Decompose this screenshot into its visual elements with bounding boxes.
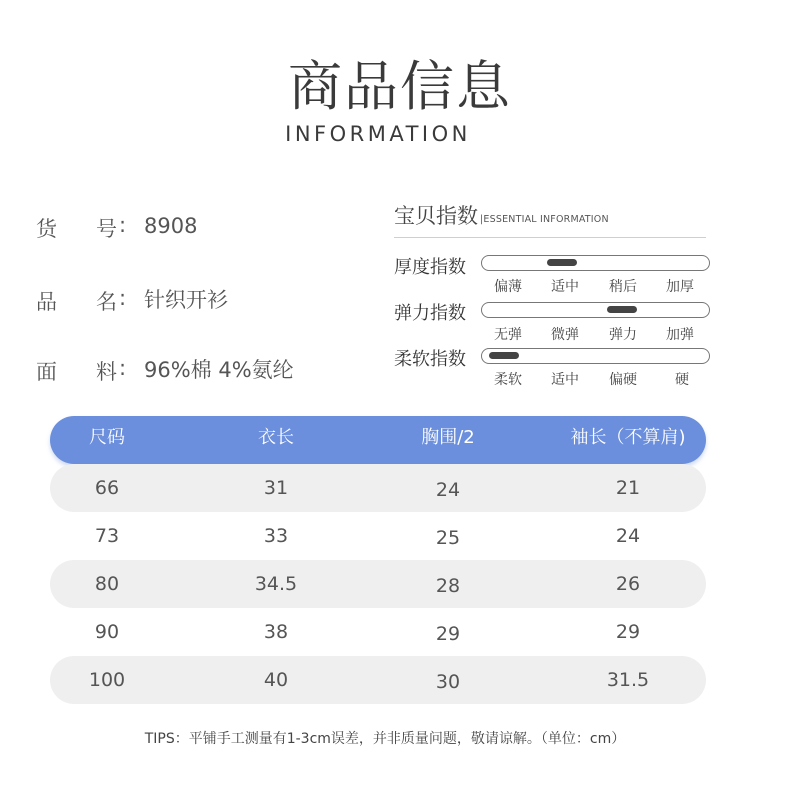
- essential-divider: [394, 237, 706, 238]
- info-label-char: 品: [36, 290, 57, 314]
- info-value-material: 96%棉 4%氨纶: [144, 358, 294, 382]
- table-cell: 26: [615, 573, 641, 595]
- table-cell: 31.5: [606, 669, 650, 691]
- table-cell: 24: [615, 525, 641, 547]
- index-label-softness: 柔软指数: [394, 349, 466, 370]
- table-cell: 40: [263, 669, 289, 691]
- table-cell: 73: [94, 525, 120, 547]
- table-cell: 21: [615, 477, 641, 499]
- info-value-number: 8908: [144, 214, 198, 238]
- table-cell: 33: [263, 525, 289, 547]
- scale-label: 微弹: [551, 327, 579, 343]
- scale-label: 加厚: [666, 279, 694, 295]
- info-label-char: 料: [96, 360, 117, 384]
- info-colon: :: [119, 356, 127, 380]
- header-sleeve: 袖长（不算肩): [570, 427, 686, 448]
- info-item-material: [36, 354, 294, 384]
- essential-header: [394, 200, 609, 230]
- scale-label: 偏硬: [609, 372, 637, 388]
- essential-title: 宝贝指数: [394, 204, 478, 228]
- header-chest: 胸围/2: [421, 427, 475, 448]
- info-label-char: 面: [36, 360, 57, 384]
- scale-label: 适中: [551, 279, 579, 295]
- index-label-elasticity: 弹力指数: [394, 303, 466, 324]
- info-item-number: [36, 213, 198, 241]
- table-row: [50, 608, 706, 656]
- page-title: 商品信息: [288, 55, 512, 118]
- table-cell: 29: [615, 621, 641, 643]
- tips-note: TIPS：平铺手工测量有1-3cm误差，并非质量问题，敬请谅解。（单位：cm）: [144, 731, 626, 747]
- index-label-thickness: 厚度指数: [394, 257, 466, 278]
- table-cell: 25: [435, 527, 461, 549]
- scale-label: 无弹: [494, 327, 522, 343]
- essential-subtitle: |ESSENTIAL INFORMATION: [480, 214, 609, 225]
- table-row: [50, 560, 706, 608]
- info-item-name: [36, 284, 228, 314]
- index-knob-softness: [489, 352, 519, 359]
- table-cell: 24: [435, 479, 461, 501]
- info-label-char: 名: [96, 290, 117, 314]
- info-label-char: 货: [36, 217, 57, 241]
- table-row: [50, 512, 706, 560]
- table-cell: 66: [94, 477, 120, 499]
- header-size: 尺码: [89, 427, 125, 448]
- info-value-name: 针织开衫: [144, 288, 228, 312]
- table-cell: 28: [435, 575, 461, 597]
- index-knob-thickness: [547, 259, 577, 266]
- info-colon: :: [119, 286, 127, 310]
- page-subtitle: INFORMATION: [285, 122, 471, 146]
- scale-label: 弹力: [609, 327, 637, 343]
- scale-label: 适中: [551, 372, 579, 388]
- table-row: [50, 464, 706, 512]
- table-row: [50, 656, 706, 704]
- scale-label: 柔软: [494, 372, 522, 388]
- table-cell: 34.5: [254, 573, 298, 595]
- index-track-softness: [481, 348, 710, 364]
- table-cell: 100: [88, 669, 126, 691]
- info-colon: :: [119, 213, 127, 237]
- index-track-thickness: [481, 255, 710, 271]
- table-cell: 38: [263, 621, 289, 643]
- scale-label: 偏薄: [494, 279, 522, 295]
- table-cell: 29: [435, 623, 461, 645]
- header-length: 衣长: [258, 427, 294, 448]
- scale-label: 稍后: [609, 279, 637, 295]
- table-cell: 80: [94, 573, 120, 595]
- index-knob-elasticity: [607, 306, 637, 313]
- scale-label: 硬: [675, 372, 689, 388]
- table-cell: 30: [435, 671, 461, 693]
- table-cell: 31: [263, 477, 289, 499]
- size-table-header: [50, 416, 706, 464]
- info-label-char: 号: [96, 217, 117, 241]
- table-cell: 90: [94, 621, 120, 643]
- index-track-elasticity: [481, 302, 710, 318]
- scale-label: 加弹: [666, 327, 694, 343]
